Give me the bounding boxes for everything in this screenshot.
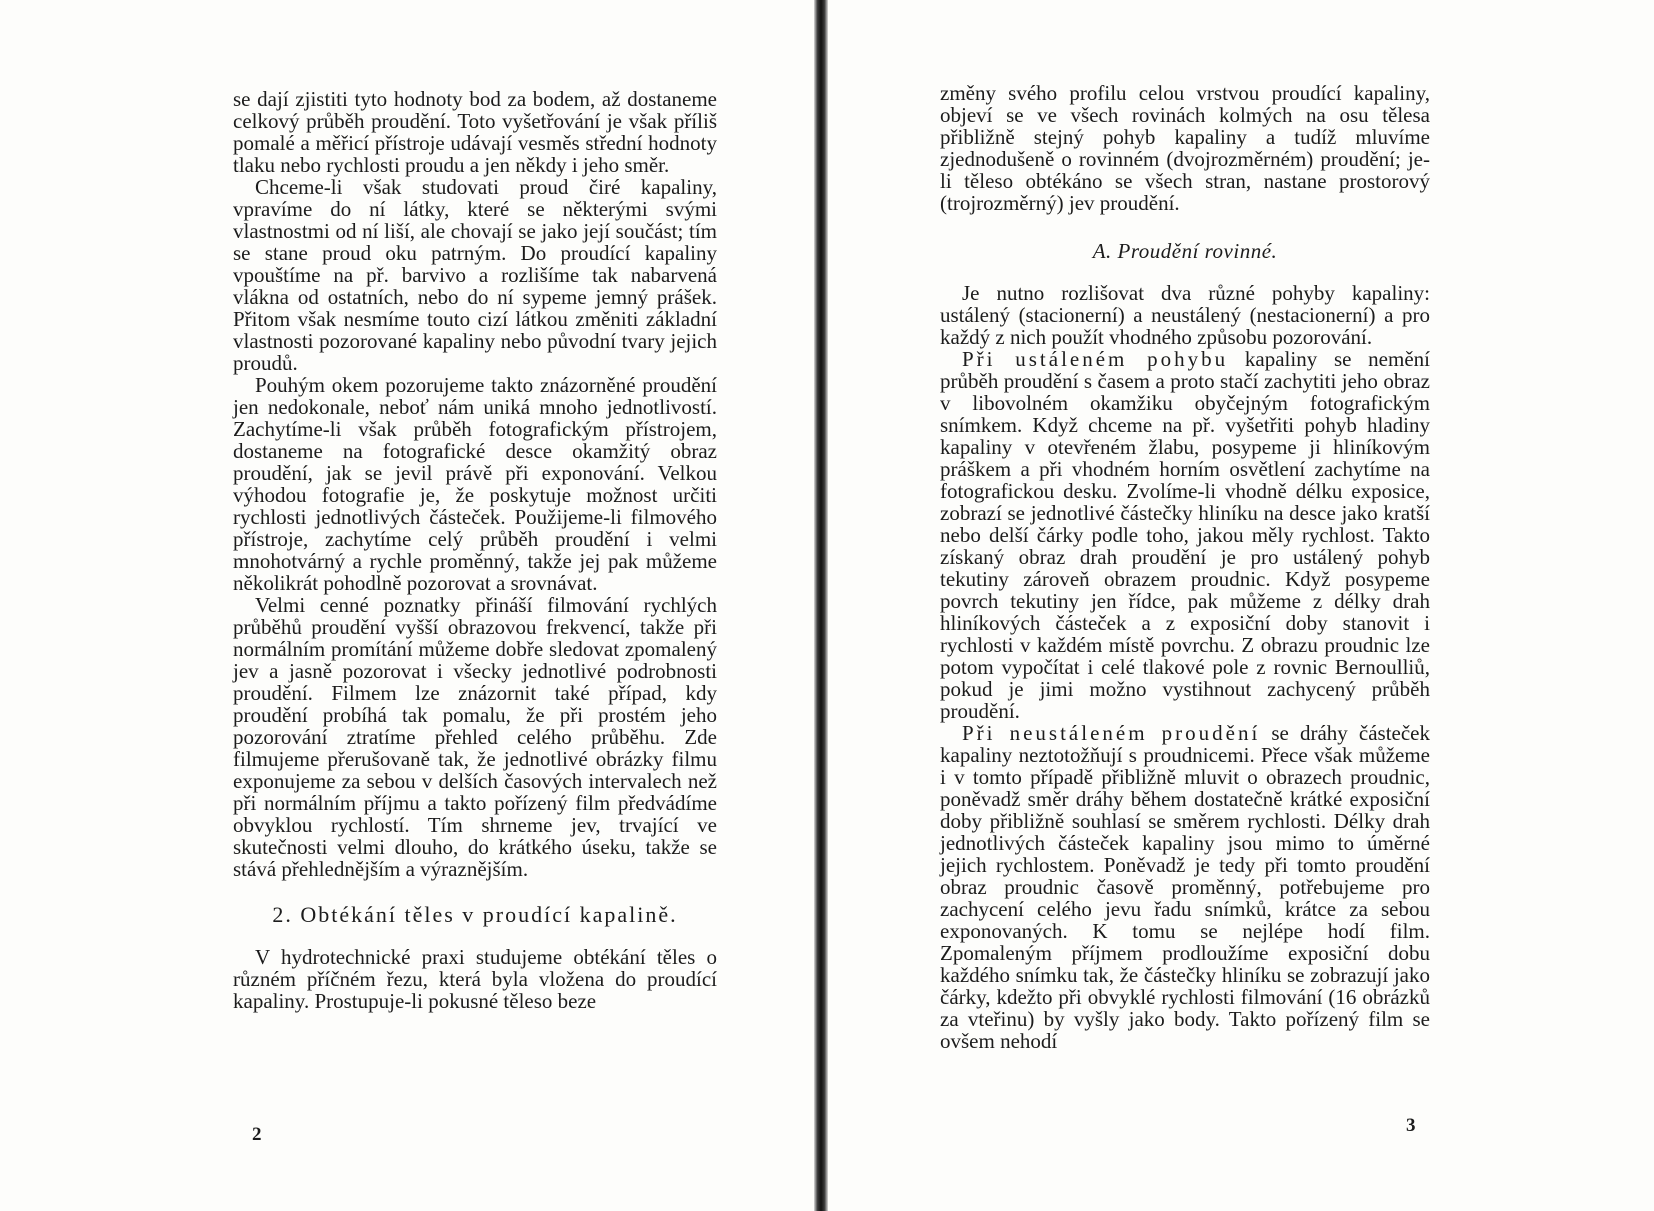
paragraph: [940, 722, 1430, 1052]
book-gutter: [814, 0, 828, 1211]
emphasis-text: Při neustáleném proudění: [962, 721, 1261, 745]
left-page: [0, 0, 814, 1211]
paragraph: se dají zjistiti tyto hodnoty bod za bodem, až dostaneme celkový průběh proudění. Toto vyšetřování je však příliš pomalé a měřicí přístroje udávají vesměs střední hodnoty tlaku nebo rychlosti proudu a jen někdy i jeho směr.: [233, 87, 717, 177]
emphasis-text: Při ustáleném pohybu: [962, 347, 1229, 371]
paragraph: Je nutno rozlišovat dva různé pohyby kapaliny: ustálený (stacionerní) a neustálený (nestacionerní) a pro každý z nich použít vhodného způsobu pozorování.: [940, 281, 1430, 349]
paragraph-text: se dráhy částeček kapaliny neztotožňují s proudnicemi. Přece však můžeme i v tomto případě přibližně mluvit o obrazech proudnic, poněvadž směr dráhy během dostatečně krátké exposiční doby přibližně souhlasí se směrem rychlosti. Délky drah jednotlivých částeček kapaliny jsou mimo to úměrné jejich rychlostem. Poněvadž je tedy při tomto proudění obraz proudnic časově proměnný, potřebujeme pro zachycení celého jevu řadu snímků, krátce za sebou exponovaných. K tomu se nejlépe hodí film. Zpomaleným příjmem prodloužíme exposiční dobu každého snímku tak, že částečky hliníku se zobrazují jako čárky, kdežto při obvyklé rychlosti filmování (16 obrázků za vteřinu) by vyšly jako body. Takto pořízený film se ovšem nehodí: [940, 721, 1430, 1053]
paragraph: Velmi cenné poznatky přináší filmování rychlých průběhů proudění vyšší obrazovou frekvencí, takže při normálním promítání můžeme dobře sledovat zpomalený jev a jasně pozorovat i všecky jednotlivé podrobnosti proudění. Filmem lze znázornit také případ, kdy proudění probíhá tak pomalu, že při prostém jeho pozorování ztratíme přehled celého průběhu. Zde filmujeme přerušovaně tak, že jednotlivé obrázky filmu exponujeme za sebou v delších časových intervalech než při normálním příjmu a takto pořízený film předvádíme obvyklou rychlostí. Tím shrneme jev, trvající ve skutečnosti velmi dlouho, do krátkého úseku, takže se stává přehlednějším a výraznějším.: [233, 593, 717, 881]
section-heading: 2. Obtékání těles v proudící kapalině.: [272, 902, 678, 927]
paragraph-text: kapaliny se nemění průběh proudění s časem a proto stačí zachytiti jeho obraz v libovolném okamžiku obyčejným fotografickým snímkem. Když chceme na př. vyšetřiti pohyb hladiny kapaliny v otevřeném žlabu, posypeme ji hliníkovým práškem a při vhodném horním osvětlení zachytíme na fotografickou desku. Zvolíme-li vhodně délku exposice, zobrazí se jednotlivé částečky hliníku na desce jako kratší nebo delší čárky podle toho, jakou měly rychlost. Takto získaný obraz drah proudění je pro ustálený pohyb tekutiny zároveň obrazem proudnic. Když posypeme povrch tekutiny jen řídce, pak můžeme z délky drah hliníkových částeček a z exposiční doby stanovit i rychlosti v každém místě povrchu. Z obrazu proudnic lze potom vypočítat i celé tlakové pole z rovnic Bernoulliů, pokud je jimi možno vystihnout zachycený průběh proudění.: [940, 347, 1430, 723]
right-page: [828, 0, 1654, 1211]
left-page-text: [233, 88, 717, 1012]
paragraph: V hydrotechnické praxi studujeme obtékání těles o různém příčném řezu, která byla vložena do proudící kapaliny. Prostupuje-li pokusné těleso beze: [233, 945, 717, 1013]
page-number: 2: [252, 1124, 262, 1145]
subsection-heading: A. Proudění rovinné.: [1092, 239, 1278, 263]
right-page-text: [940, 82, 1430, 1052]
paragraph: [940, 348, 1430, 722]
paragraph: změny svého profilu celou vrstvou proudící kapaliny, objeví se ve všech rovinách kolmých na osu tělesa přibližně stejný pohyb kapaliny a tudíž mluvíme zjednodušeně o rovinném (dvojrozměrném) proudění; je-li těleso obtékáno se všech stran, nastane prostorový (trojrozměrný) jev proudění.: [940, 81, 1430, 215]
paragraph: Pouhým okem pozorujeme takto znázorněné proudění jen nedokonale, neboť nám uniká mnoho jednotlivostí. Zachytíme-li však průběh fotografickým přístrojem, dostaneme na fotografické desce okamžitý obraz proudění, jak se jevil právě při exponování. Velkou výhodou fotografie je, že poskytuje možnost určiti rychlosti jednotlivých částeček. Použijeme-li filmového přístroje, zachytíme celý průběh proudění i velmi mnohotvárný a rychle proměnný, takže jej pak můžeme několikrát pohodlně pozorovat a srovnávat.: [233, 373, 717, 595]
page-number: 3: [1406, 1115, 1416, 1136]
paragraph: Chceme-li však studovati proud čiré kapaliny, vpravíme do ní látky, které se některými svými vlastnostmi od ní liší, ale chovají se jako její součást; tím se stane proud oku patrným. Do proudící kapaliny vpouštíme na př. barvivo a rozlišíme tak nabarvená vlákna od ostatních, nebo do ní sypeme jemný prášek. Přitom však nesmíme touto cizí látkou změniti základní vlastnosti pozorované kapaliny nebo původní tvary jejich proudů.: [233, 175, 717, 375]
